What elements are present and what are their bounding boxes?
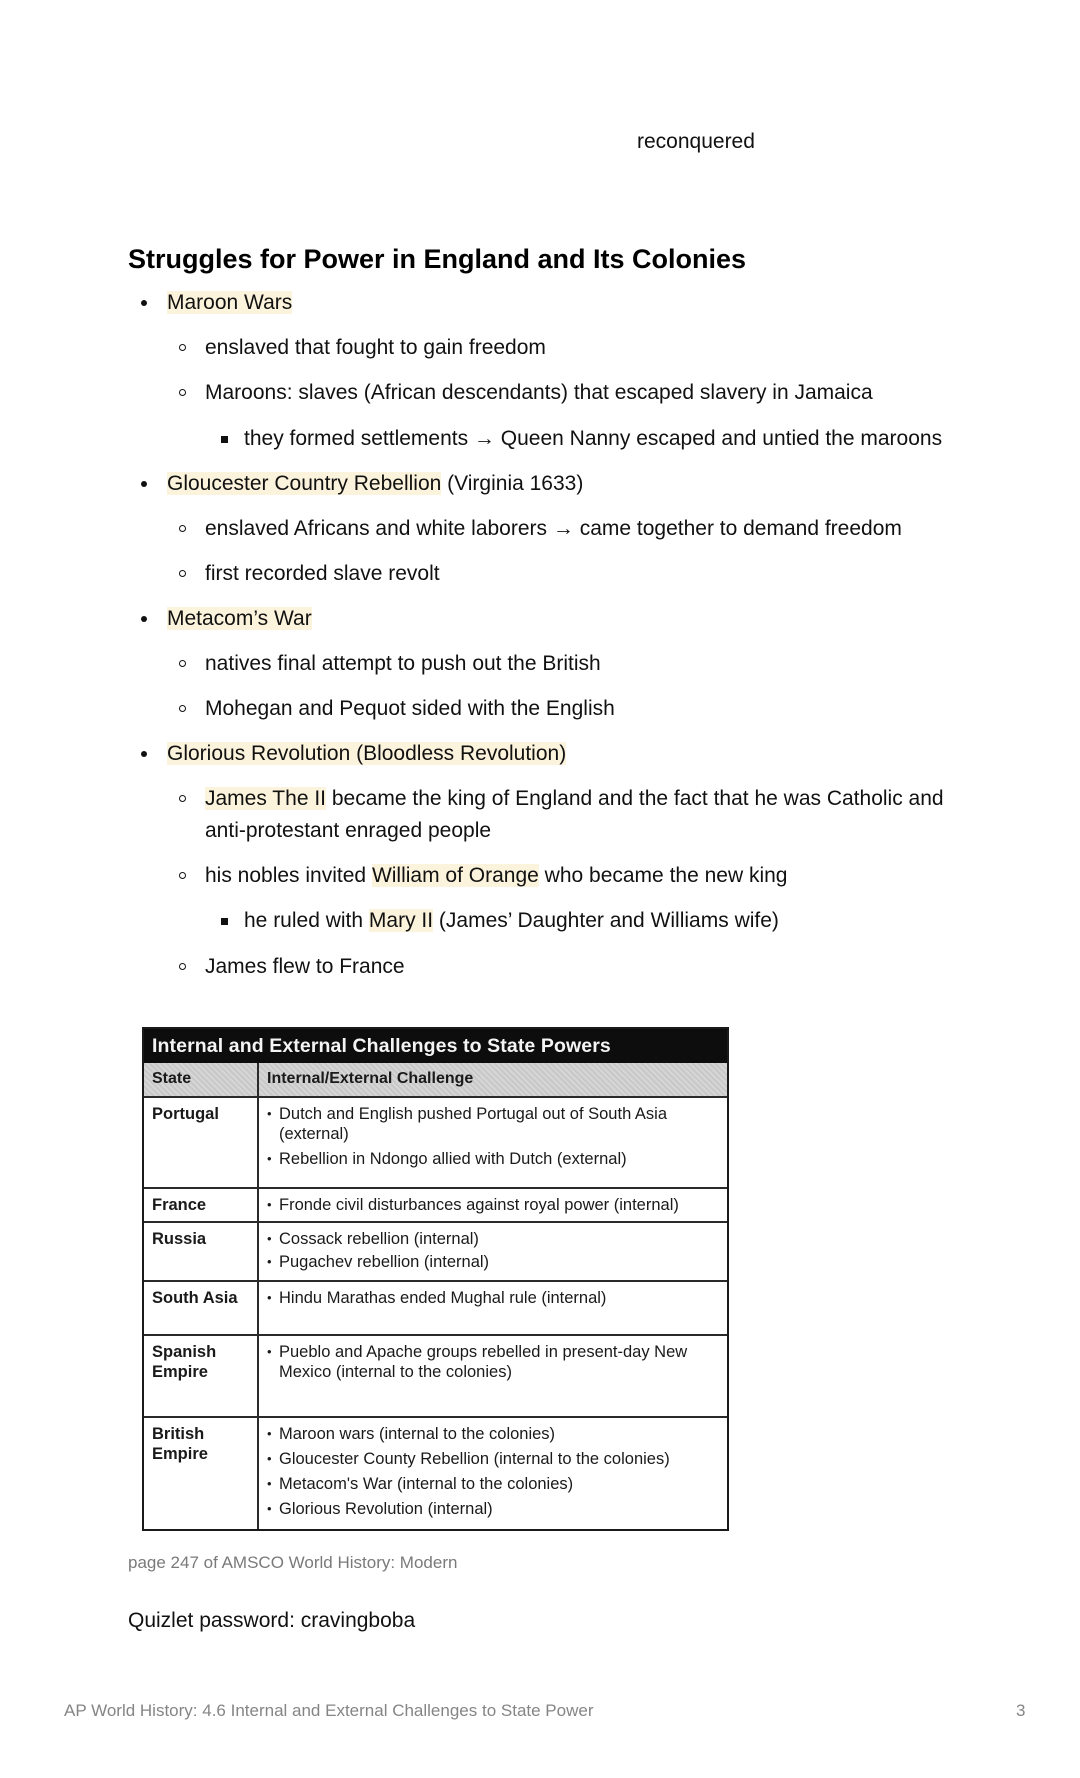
image-caption: page 247 of AMSCO World History: Modern xyxy=(128,1553,458,1572)
highlighted-text: Mary II xyxy=(368,909,434,932)
list-item: natives final attempt to push out the British xyxy=(205,648,601,680)
table-row: Spanish Empire • Pueblo and Apache groups rebelled in present-day New Mexico (internal to the colonies) xyxy=(144,1334,727,1416)
table-header-row xyxy=(144,1063,727,1096)
table-header-challenge: Internal/External Challenge xyxy=(267,1070,474,1087)
textbook-table-image xyxy=(142,1027,729,1531)
list-item: first recorded slave revolt xyxy=(205,558,440,590)
bullet-square-icon xyxy=(221,918,228,925)
list-item: his nobles invited William of Orange who became the new king xyxy=(205,860,787,892)
list-item: Gloucester Country Rebellion (Virginia 1633) xyxy=(167,468,583,500)
bullet-disc-icon xyxy=(141,616,147,622)
list-item: enslaved that fought to gain freedom xyxy=(205,332,546,364)
list-item xyxy=(167,603,312,635)
highlighted-text: William of Orange xyxy=(371,864,539,887)
bullet-disc-icon xyxy=(141,300,147,306)
bullet-circle-icon xyxy=(179,570,186,577)
table-row: British Empire • Maroon wars (internal to the colonies) • Gloucester County Rebellion (internal to the colonies) • Metacom's War (internal to the colonies) • Glorious Revolution (internal) xyxy=(144,1416,727,1529)
highlighted-text: Maroon Wars xyxy=(167,291,293,314)
bullet-disc-icon xyxy=(141,481,147,487)
list-item: enslaved Africans and white laborers → came together to demand freedom xyxy=(205,513,902,545)
list-item: he ruled with Mary II (James’ Daughter and Williams wife) xyxy=(244,905,779,937)
bullet-circle-icon xyxy=(179,660,186,667)
bullet-circle-icon xyxy=(179,389,186,396)
table-row: Portugal • Dutch and English pushed Portugal out of South Asia (external) • Rebellion in Ndongo allied with Dutch (external) xyxy=(144,1096,727,1187)
bullet-circle-icon xyxy=(179,795,186,802)
page-number: 3 xyxy=(1016,1701,1026,1720)
bullet-circle-icon xyxy=(179,705,186,712)
continued-text-fragment: reconquered xyxy=(637,130,755,153)
table-title: Internal and External Challenges to State Powers xyxy=(144,1029,727,1063)
list-item: they formed settlements → Queen Nanny escaped and untied the maroons xyxy=(244,423,942,455)
table-row: South Asia • Hindu Marathas ended Mughal rule (internal) xyxy=(144,1280,727,1334)
list-item: Maroons: slaves (African descendants) that escaped slavery in Jamaica xyxy=(205,377,873,409)
list-item: Mohegan and Pequot sided with the English xyxy=(205,693,615,725)
list-item: James flew to France xyxy=(205,951,405,983)
highlighted-text: Metacom’s War xyxy=(167,607,312,630)
bullet-circle-icon xyxy=(179,525,186,532)
highlighted-text: Glorious Revolution (Bloodless Revolution) xyxy=(167,742,567,765)
bullet-square-icon xyxy=(221,436,228,443)
list-item xyxy=(167,287,292,319)
list-item xyxy=(167,738,566,770)
table-header-state: State xyxy=(144,1063,259,1096)
highlighted-text: James The II xyxy=(205,787,326,810)
table-row: Russia • Cossack rebellion (internal) • Pugachev rebellion (internal) xyxy=(144,1221,727,1280)
highlighted-text: Gloucester Country Rebellion xyxy=(167,472,442,495)
bullet-circle-icon xyxy=(179,963,186,970)
bullet-circle-icon xyxy=(179,872,186,879)
bullet-disc-icon xyxy=(141,751,147,757)
section-heading: Struggles for Power in England and Its Colonies xyxy=(128,244,747,274)
footer-title: AP World History: 4.6 Internal and External Challenges to State Power xyxy=(64,1701,594,1720)
quizlet-note: Quizlet password: cravingboba xyxy=(128,1609,416,1632)
table-row: France • Fronde civil disturbances against royal power (internal) xyxy=(144,1187,727,1221)
bullet-circle-icon xyxy=(179,344,186,351)
list-item: James The II became the king of England and the fact that he was Catholic and anti-protestant enraged people xyxy=(205,783,945,847)
